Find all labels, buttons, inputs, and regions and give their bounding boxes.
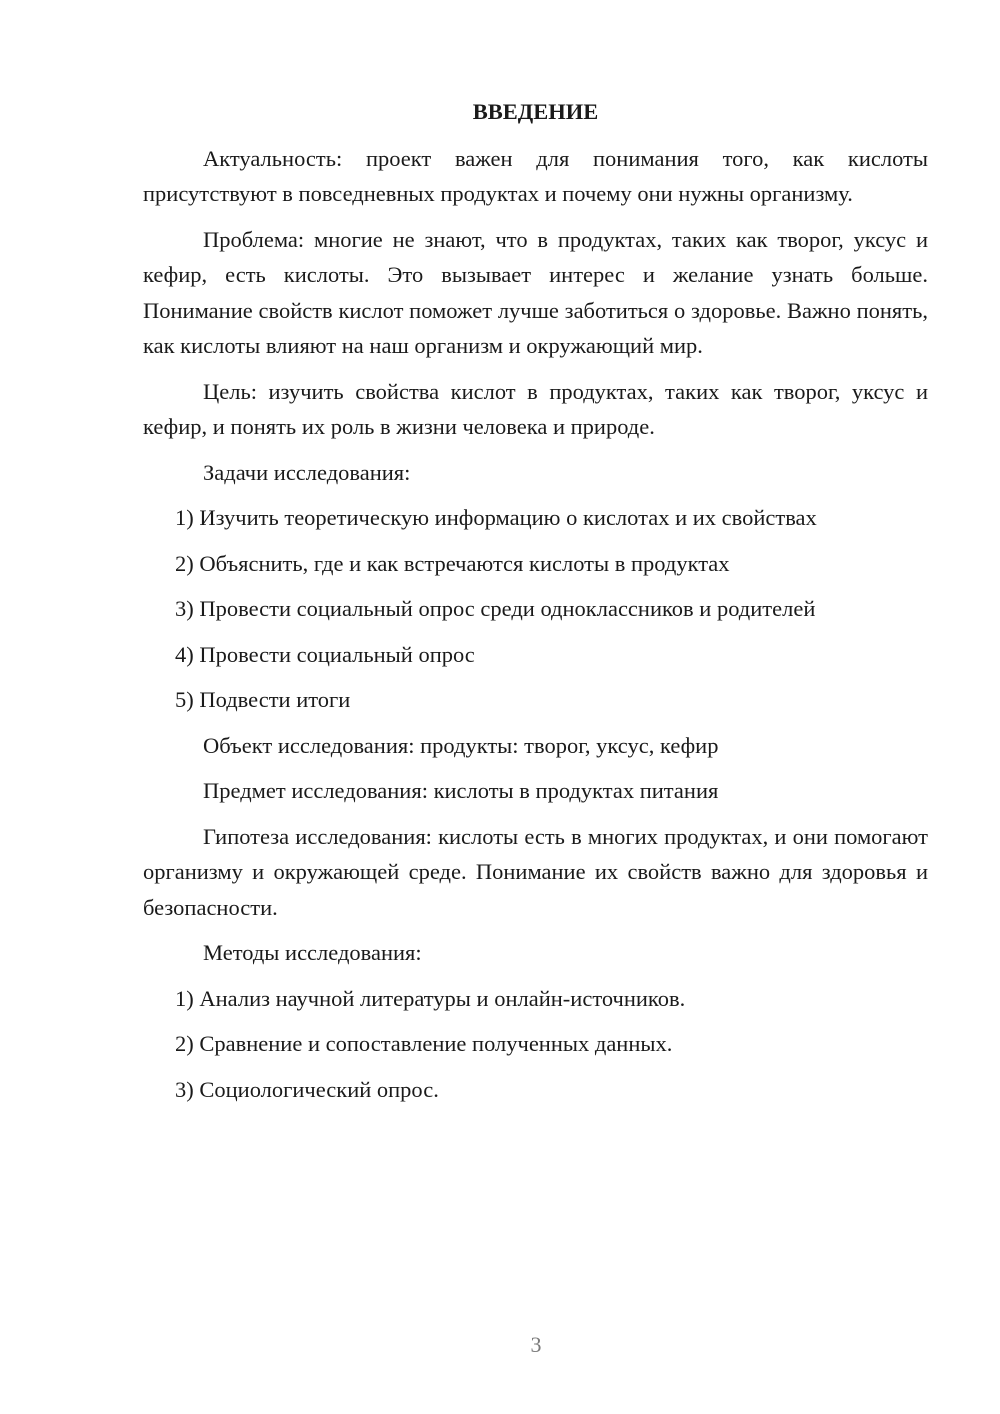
task-item: 5) Подвести итоги [175,687,351,712]
goal-paragraph: Цель: изучить свойства кислот в продуктах, таких как творог, уксус и кефир, и понять их роль в жизни человека и природе. [143,378,928,439]
section-heading: ВВЕДЕНИЕ [472,99,599,124]
method-item: 2) Сравнение и сопоставление полученных данных. [175,1031,673,1056]
object-paragraph: Объект исследования: продукты: творог, уксус, кефир [203,732,719,758]
hypothesis-paragraph: Гипотеза исследования: кислоты есть в многих продуктах, и они помогают организму и окружающей среде. Понимание их свойств важно для здоровья и безопасности. [143,823,928,920]
page-content [143,94,928,1117]
methods-label: Методы исследования: [203,940,422,965]
task-item: 1) Изучить теоретическую информацию о кислотах и их свойствах [175,505,817,530]
task-item: 4) Провести социальный опрос [175,641,475,667]
subject-paragraph: Предмет исследования: кислоты в продуктах питания [203,778,719,803]
method-item: 1) Анализ научной литературы и онлайн-источников. [175,985,686,1011]
relevance-paragraph: Актуальность: проект важен для понимания того, как кислоты присутствуют в повседневных продуктах и почему они нужны организму. [143,145,928,206]
tasks-label: Задачи исследования: [203,459,411,485]
task-item: 2) Объяснить, где и как встречаются кислоты в продуктах [175,550,730,576]
task-item: 3) Провести социальный опрос среди одноклассников и родителей [175,596,816,621]
problem-paragraph: Проблема: многие не знают, что в продуктах, таких как творог, уксус и кефир, есть кислоты. Это вызывает интерес и желание узнать больше. Понимание свойств кислот поможет лучше заботиться о здоровье. Важно понять, как кислоты влияют на наш организм и окружающий мир. [143,226,928,358]
page-number: 3 [530,1332,542,1357]
method-item: 3) Социологический опрос. [175,1076,439,1102]
